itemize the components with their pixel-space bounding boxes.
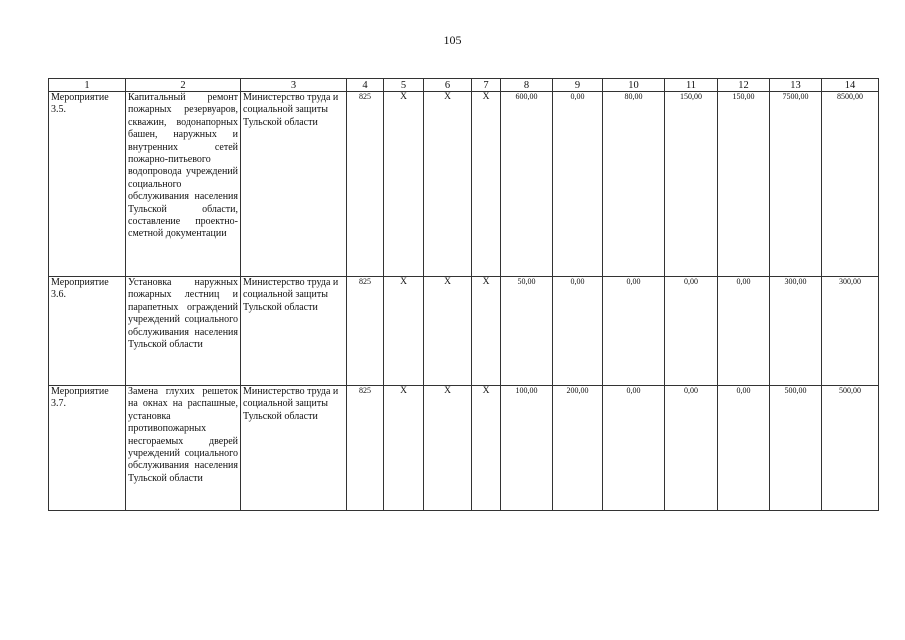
x-cell: Х [472, 277, 501, 386]
value-cell: 100,00 [501, 386, 553, 511]
responsible-cell: Министерство труда и социальной защиты Тульской области [241, 386, 347, 511]
value-cell: 0,00 [718, 277, 770, 386]
x-cell: Х [384, 277, 424, 386]
header-col-2: 2 [126, 79, 241, 92]
x-cell: Х [472, 92, 501, 277]
page-number: 105 [443, 33, 462, 47]
value-cell: 0,00 [553, 277, 603, 386]
code-cell: 825 [347, 92, 384, 277]
value-cell: 7500,00 [770, 92, 822, 277]
value-cell: 8500,00 [822, 92, 879, 277]
header-col-10: 10 [603, 79, 665, 92]
value-cell: 600,00 [501, 92, 553, 277]
header-col-9: 9 [553, 79, 603, 92]
x-cell: Х [424, 386, 472, 511]
header-col-1: 1 [49, 79, 126, 92]
header-col-13: 13 [770, 79, 822, 92]
value-cell: 50,00 [501, 277, 553, 386]
header-col-14: 14 [822, 79, 879, 92]
event-cell: Мероприятие 3.7. [49, 386, 126, 511]
event-cell: Мероприятие 3.6. [49, 277, 126, 386]
description-cell: Замена глухих решеток на окнах на распашные, установка противопожарных несгораемых дверей учреждений социального обслуживания населения Тульской области [126, 386, 241, 511]
table-row [49, 277, 879, 386]
x-cell: Х [424, 277, 472, 386]
event-cell: Мероприятие 3.5. [49, 92, 126, 277]
value-cell: 300,00 [822, 277, 879, 386]
value-cell: 0,00 [603, 386, 665, 511]
header-col-6: 6 [424, 79, 472, 92]
value-cell: 0,00 [665, 277, 718, 386]
header-col-11: 11 [665, 79, 718, 92]
value-cell: 0,00 [603, 277, 665, 386]
value-cell: 0,00 [553, 92, 603, 277]
value-cell: 300,00 [770, 277, 822, 386]
x-cell: Х [384, 92, 424, 277]
header-col-5: 5 [384, 79, 424, 92]
program-table [48, 78, 879, 511]
code-cell: 825 [347, 277, 384, 386]
responsible-cell: Министерство труда и социальной защиты Тульской области [241, 92, 347, 277]
value-cell: 0,00 [665, 386, 718, 511]
description-cell: Установка наружных пожарных лестниц и парапетных ограждений учреждений социального обслуживания населения Тульской области [126, 277, 241, 386]
code-cell: 825 [347, 386, 384, 511]
header-col-7: 7 [472, 79, 501, 92]
header-col-3: 3 [241, 79, 347, 92]
description-cell: Капитальный ремонт пожарных резервуаров, скважин, водонапорных башен, наружных и внутренних сетей пожарно-питьевого водопровода учреждений социального обслуживания населения Тульской области, составление проектно-сметной документации [126, 92, 241, 277]
responsible-cell: Министерство труда и социальной защиты Тульской области [241, 277, 347, 386]
value-cell: 200,00 [553, 386, 603, 511]
x-cell: Х [424, 92, 472, 277]
x-cell: Х [472, 386, 501, 511]
value-cell: 150,00 [665, 92, 718, 277]
table-row [49, 386, 879, 511]
header-col-8: 8 [501, 79, 553, 92]
header-col-12: 12 [718, 79, 770, 92]
value-cell: 0,00 [718, 386, 770, 511]
value-cell: 80,00 [603, 92, 665, 277]
x-cell: Х [384, 386, 424, 511]
header-col-4: 4 [347, 79, 384, 92]
value-cell: 500,00 [822, 386, 879, 511]
table-row [49, 92, 879, 277]
header-row [49, 79, 879, 92]
value-cell: 150,00 [718, 92, 770, 277]
value-cell: 500,00 [770, 386, 822, 511]
